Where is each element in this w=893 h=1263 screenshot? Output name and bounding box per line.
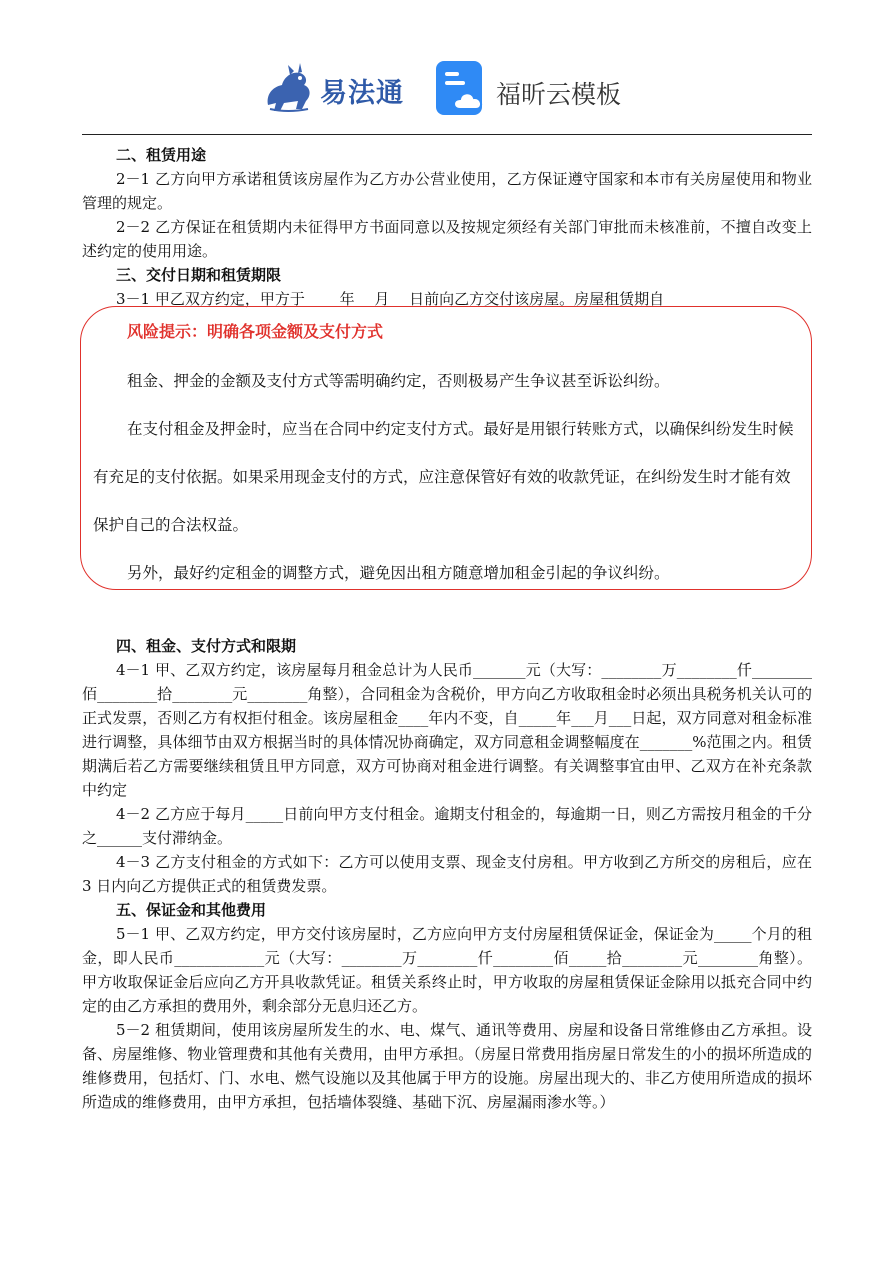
clause-3-1: 3－1 甲乙双方约定，甲方于 年 月 日前向乙方交付该房屋。房屋租赁期自 xyxy=(116,290,665,308)
clause-5-2: 5－2 租赁期间，使用该房屋所发生的水、电、煤气、通讯等费用、房屋和设备日常维修由乙方承担。设备、房屋维修、物业管理费和其他有关费用，由甲方承担。（房屋日常费用指房屋日常发生的小的损坏所造成的维修费用，包括灯、门、水电、燃气设施以及其他属于甲方的设施。房屋出现大的、非乙方使用所造成的损坏所造成的维修费用，由甲方承担，包括墙体裂缝、基础下沉、房屋漏雨渗水等。） xyxy=(82,1021,812,1111)
clause-2-1: 2－1 乙方向甲方承诺租赁该房屋作为乙方办公营业使用，乙方保证遵守国家和本市有关房屋使用和物业管理的规定。 xyxy=(82,170,812,212)
clause-5-1: 5－1 甲、乙双方约定，甲方交付该房屋时，乙方应向甲方支付房屋租赁保证金，保证金为_____个月的租金，即人民币____________元（大写：________万________仟________佰_____拾________元________角整）。甲方收取保证金后应向乙方开具收款凭证。租赁关系终止时，甲方收取的房屋租赁保证金除用以抵充合同中约定的由乙方承担的费用外，剩余部分无息归还乙方。 xyxy=(82,925,812,1015)
contract-upper-body xyxy=(82,143,812,311)
risk-paragraph: 租金、押金的金额及支付方式等需明确约定，否则极易产生争议甚至诉讼纠纷。 xyxy=(127,372,670,390)
clause-2-2: 2－2 乙方保证在租赁期内未征得甲方书面同意以及按规定须经有关部门审批而未核准前，不擅自改变上述约定的使用用途。 xyxy=(82,218,812,260)
clause-4-3: 4－3 乙方支付租金的方式如下：乙方可以使用支票、现金支付房租。甲方收到乙方所交的房租后，应在 3 日内向乙方提供正式的租赁费发票。 xyxy=(82,853,812,895)
risk-notice-body xyxy=(93,357,803,597)
header-divider xyxy=(82,134,812,135)
section-heading-rent: 四、租金、支付方式和限期 xyxy=(116,637,297,655)
clause-4-2: 4－2 乙方应于每月_____日前向甲方支付租金。逾期支付租金的，每逾期一日，则乙方需按月租金的千分之______支付滞纳金。 xyxy=(82,805,812,847)
page-header xyxy=(0,55,893,125)
foxit-template-logo-text: 福昕云模板 xyxy=(496,80,622,109)
qilin-mascot-icon xyxy=(262,61,314,115)
foxit-template-logo xyxy=(436,61,646,119)
risk-paragraph: 另外，最好约定租金的调整方式，避免因出租方随意增加租金引起的争议纠纷。 xyxy=(127,564,670,582)
yifatong-logo xyxy=(262,61,412,117)
section-heading-delivery: 三、交付日期和租赁期限 xyxy=(116,266,282,284)
risk-notice-box xyxy=(80,306,812,590)
clause-4-1: 4－1 甲、乙双方约定，该房屋每月租金总计为人民币_______元（大写：________万________仟________佰________拾________元________角整），合同租金为含税价，甲方向乙方收取租金时必须出具税务机关认可的正式发票，否则乙方有权拒付租金。该房屋租金____年内不变，自_____年___月___日起，双方同意对租金标准进行调整，具体细节由双方根据当时的具体情况协商确定，双方同意租金调整幅度在_______%范围之内。租赁期满后若乙方需要继续租赁且甲方同意，双方可协商对租金进行调整。有关调整事宜由甲、乙双方在补充条款中约定 xyxy=(82,661,812,799)
section-heading-usage: 二、租赁用途 xyxy=(116,146,207,164)
yifatong-logo-text: 易法通 xyxy=(320,78,404,109)
cloud-document-icon xyxy=(436,61,488,117)
risk-paragraph: 在支付租金及押金时，应当在合同中约定支付方式。最好是用银行转账方式，以确保纠纷发生时候有充足的支付依据。如果采用现金支付的方式，应注意保管好有效的收款凭证，在纠纷发生时才能有效保护自己的合法权益。 xyxy=(93,420,794,534)
risk-notice-title: 风险提示：明确各项金额及支付方式 xyxy=(127,322,384,341)
contract-lower-body xyxy=(82,634,812,1114)
section-heading-deposit: 五、保证金和其他费用 xyxy=(116,901,267,919)
